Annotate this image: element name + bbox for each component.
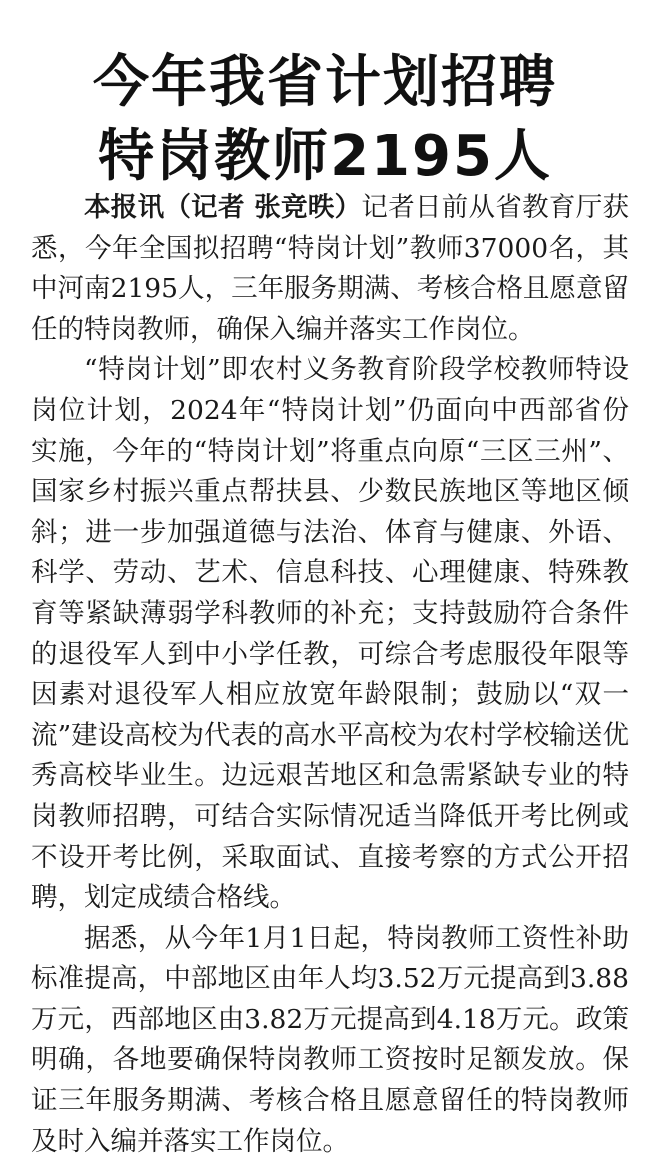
headline [0, 46, 650, 194]
article-body [31, 188, 629, 1162]
article-paragraph-1-text: 记者日前从省教育厅获悉，今年全国拟招聘“特岗计划”教师37000名，其中河南2195人，三年服务期满、考核合格且愿意留任的特岗教师，确保入编并落实工作岗位。 [31, 192, 630, 345]
headline-line-2: 特岗教师2195人 [98, 123, 552, 189]
headline-line-1: 今年我省计划招聘 [93, 49, 557, 115]
article-paragraph-2: “特岗计划”即农村义务教育阶段学校教师特设岗位计划，2024年“特岗计划”仍面向中西部省份实施，今年的“特岗计划”将重点向原“三区三州”、国家乡村振兴重点帮扶县、少数民族地区等地区倾斜；进一步加强道德与法治、体育与健康、外语、科学、劳动、艺术、信息科技、心理健康、特殊教育等紧缺薄弱学科教师的补充；支持鼓励符合条件的退役军人到中小学任教，可综合考虑服役年限等因素对退役军人相应放宽年龄限制；鼓励以“双一流”建设高校为代表的高水平高校为农村学校输送优秀高校毕业生。边远艰苦地区和急需紧缺专业的特岗教师招聘，可结合实际情况适当降低开考比例或不设开考比例，采取面试、直接考察的方式公开招聘，划定成绩合格线。 [31, 354, 629, 914]
article-paragraph-3: 据悉，从今年1月1日起，特岗教师工资性补助标准提高，中部地区由年人均3.52万元提高到3.88万元，西部地区由3.82万元提高到4.18万元。政策明确，各地要确保特岗教师工资按时足额发放。保证三年服务期满、考核合格且愿意留任的特岗教师及时入编并落实工作岗位。 [31, 922, 629, 1157]
article-paragraph-1 [31, 188, 629, 350]
byline: 本报讯（记者 张竞昳） [84, 192, 362, 223]
